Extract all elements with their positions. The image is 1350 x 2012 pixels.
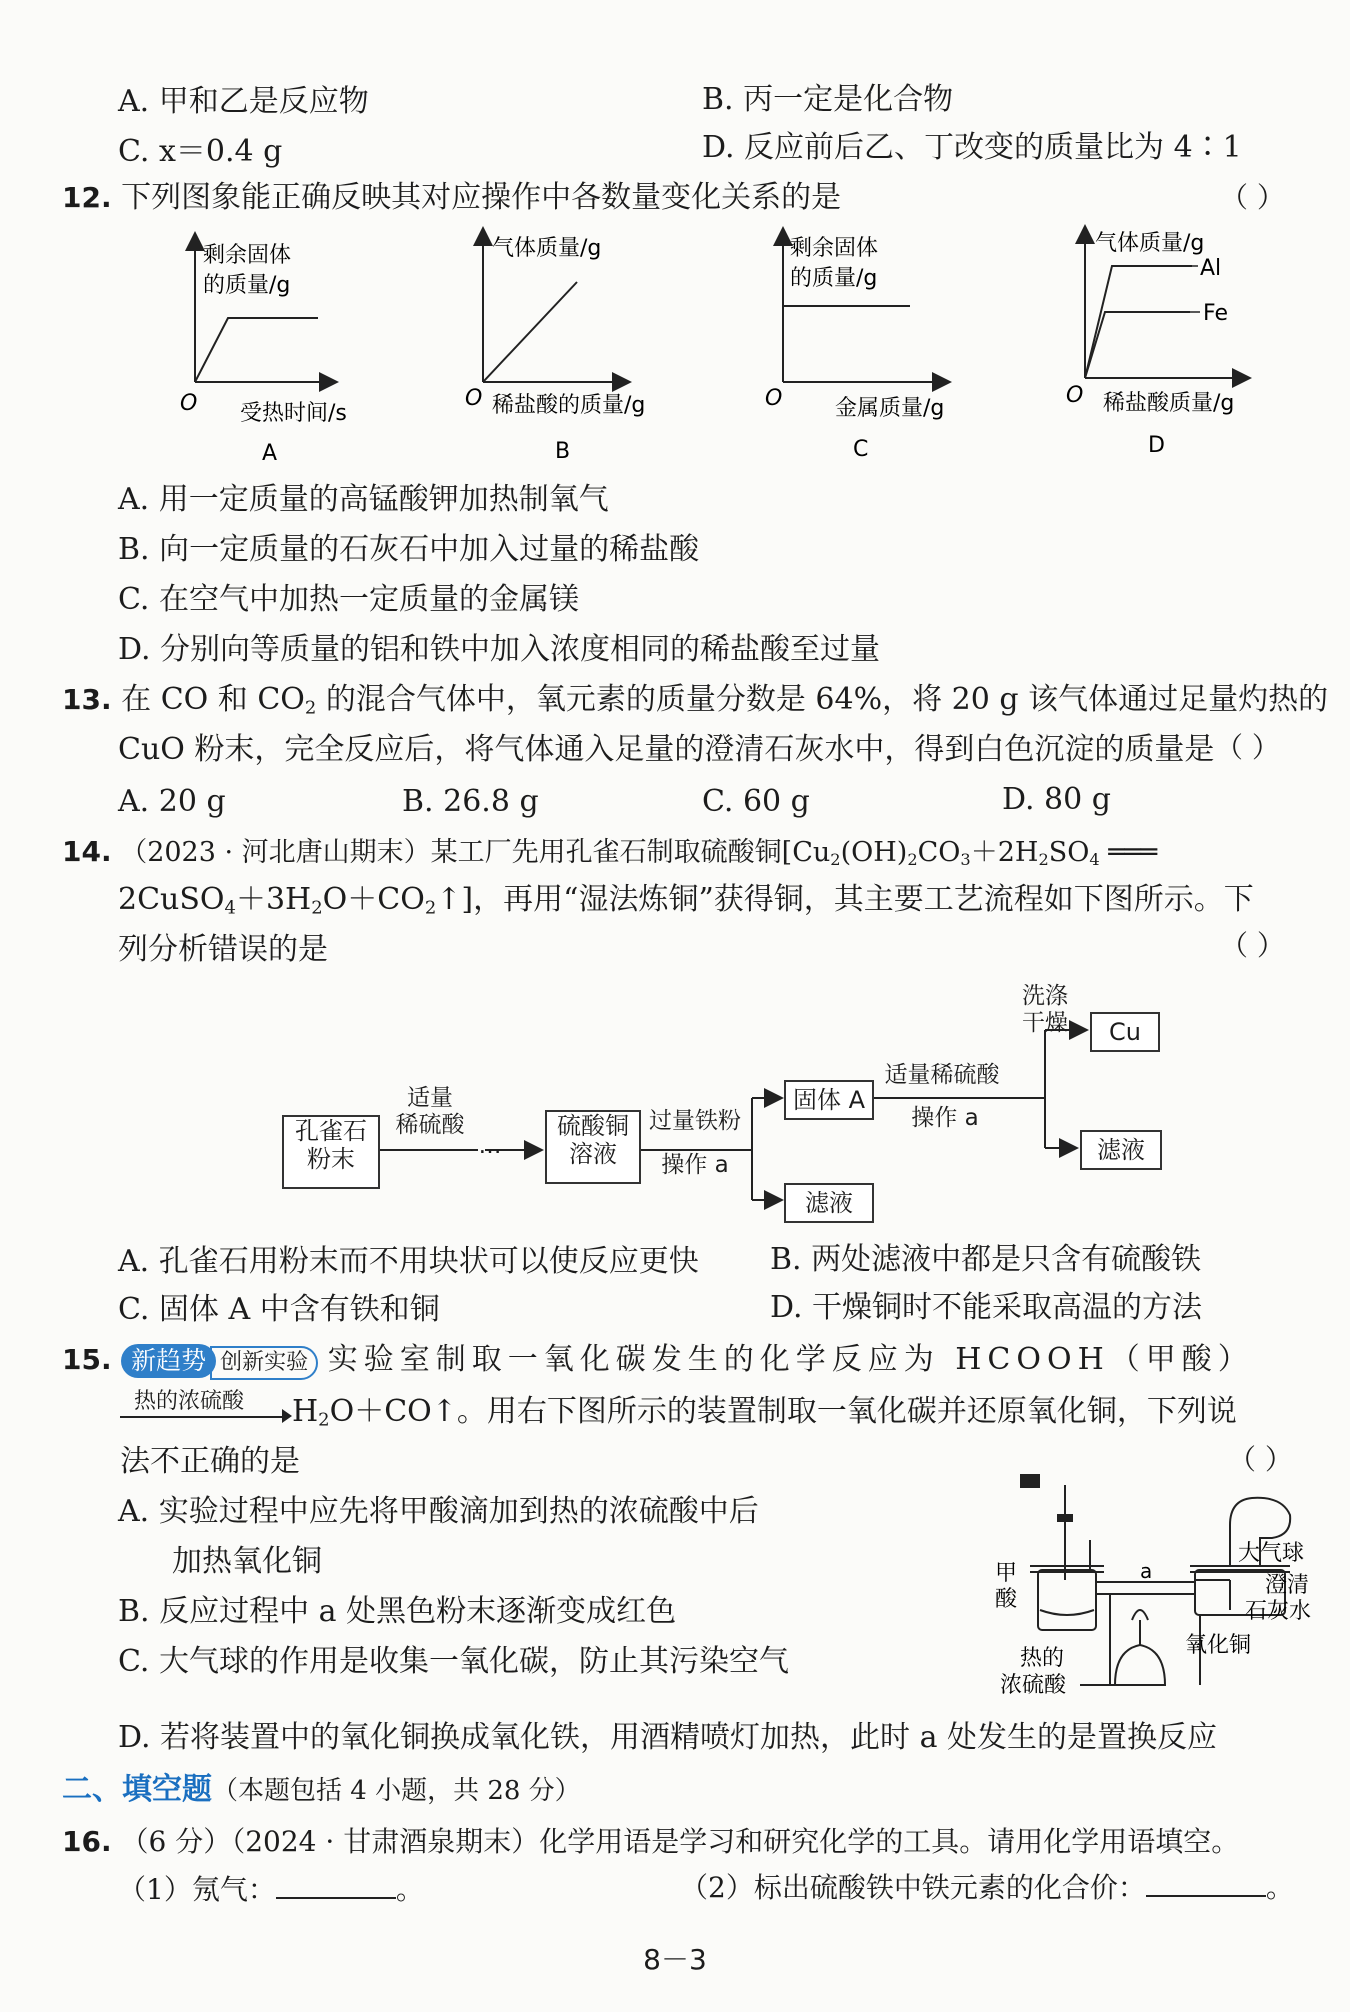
- flow-label-op-a: 操作 a: [661, 1152, 729, 1178]
- reaction-condition: 热的浓硫酸: [134, 1389, 245, 1414]
- q14-option-d: D. 干燥铜时不能采取高温的方法: [770, 1290, 1203, 1325]
- q11-option-b: B. 丙一定是化合物: [702, 82, 954, 117]
- q14-line3: 列分析错误的是: [118, 932, 328, 967]
- section-note: （本题包括 4 小题，共 28 分）: [212, 1776, 581, 1806]
- flow-box-text: 硫酸铜: [557, 1112, 629, 1140]
- flow-label-iron: 过量铁粉: [649, 1108, 741, 1134]
- q15-line1: [62, 1340, 1254, 1380]
- q15-option-d: D. 若将装置中的氧化铜换成氧化铁，用酒精喷灯加热，此时 a 处发生的是置换反应: [118, 1720, 1218, 1755]
- q14-line2: $2CuSO_4+3H_2O+CO_2↑$]，再用“湿法炼铜”获得铜，其主要工艺流程如下图所示。下: [118, 882, 1254, 919]
- q11-option-d: D. 反应前后乙、丁改变的质量比为 4∶1: [702, 130, 1242, 165]
- question-number: 15.: [62, 1343, 112, 1376]
- graph-b-ylabel: 气体质量/g: [492, 236, 602, 261]
- q16-part-2: [680, 1868, 1294, 1908]
- label-balloon: 大气球: [1238, 1541, 1305, 1566]
- graph-b-caption: B: [555, 439, 571, 464]
- question-number: 12.: [62, 181, 112, 214]
- q11-option-c: C. x＝0.4 g: [118, 134, 283, 169]
- flask-cap: [1020, 1474, 1040, 1488]
- graph-d-origin: O: [1066, 383, 1084, 408]
- flow-label-acid-2: 适量稀硫酸: [884, 1062, 1000, 1088]
- q16-part-1-text: （1）氖气：: [118, 1873, 276, 1906]
- q14-text: CO: [917, 837, 961, 868]
- flow-label-text: 适量: [407, 1085, 453, 1111]
- trend-badge: 新趋势: [121, 1344, 216, 1378]
- graph-b-line: [483, 282, 577, 382]
- flow-label-text: 干燥: [1022, 1010, 1068, 1036]
- flow-box-text: 粉末: [307, 1145, 355, 1173]
- label-formic-2: 酸: [995, 1587, 1018, 1612]
- graph-a-ylabel2: 的质量/g: [203, 273, 291, 298]
- q12-option-a: A. 用一定质量的高锰酸钾加热制氧气: [118, 482, 609, 517]
- q15-text: H: [292, 1394, 319, 1429]
- label-point-a: a: [1140, 1559, 1153, 1583]
- answer-blank[interactable]: [1146, 1869, 1266, 1897]
- q14-text: ＋2H: [970, 837, 1039, 868]
- co-apparatus-diagram: [990, 1470, 1330, 1710]
- q14-text: ═══: [1099, 837, 1158, 868]
- graph-d-ylabel: 气体质量/g: [1095, 231, 1205, 256]
- graph-d-caption: D: [1148, 433, 1165, 458]
- label-hot-acid-2: 浓硫酸: [1000, 1673, 1067, 1698]
- graph-a-xlabel: 受热时间/s: [240, 401, 347, 426]
- q12-option-d: D. 分别向等质量的铝和铁中加入浓度相同的稀盐酸至过量: [118, 632, 881, 667]
- graph-c-xlabel: 金属质量/g: [835, 396, 945, 421]
- q12-stem-text: 下列图象能正确反映其对应操作中各数量变化关系的是: [121, 180, 842, 215]
- q15-option-a2: 加热氧化铜: [172, 1544, 322, 1579]
- q13-option-c: C. 60 g: [702, 784, 810, 819]
- graph-c-ylabel2: 的质量/g: [790, 266, 878, 291]
- flow-box-filtrate-2: 滤液: [1080, 1130, 1162, 1170]
- flow-label-acid: [382, 1085, 478, 1139]
- label-limewater-1: 澄清: [1265, 1573, 1310, 1598]
- graph-a: [180, 235, 347, 466]
- q13-option-a: A. 20 g: [118, 784, 226, 819]
- question-number: 16.: [62, 1825, 112, 1858]
- flow-box-text: 溶液: [569, 1140, 617, 1168]
- q13-text: 在 CO 和 CO: [121, 682, 305, 717]
- question-number: 13.: [62, 683, 112, 716]
- label-hot-acid-1: 热的: [1020, 1646, 1065, 1671]
- graph-a-line: [195, 318, 318, 382]
- q13-subscript: 2: [304, 697, 317, 719]
- label-limewater-2: 石灰水: [1245, 1599, 1312, 1624]
- q13-text: 的混合气体中，氧元素的质量分数是 64%，将 20 g 该气体通过足量灼热的: [316, 682, 1329, 717]
- answer-blank[interactable]: [276, 1871, 396, 1899]
- label-formic-1: 甲: [995, 1561, 1018, 1586]
- graph-d: [1066, 228, 1248, 458]
- flow-box-solid-a: 固体 A: [784, 1080, 874, 1120]
- page-number: 8－3: [643, 1943, 707, 1976]
- q15-line1-text: 实验室制取一氧化碳发生的化学反应为 HCOOH（甲酸）: [327, 1342, 1254, 1377]
- q14-line1: 14. （2023 · 河北唐山期末）某工厂先用孔雀石制取硫酸铜[$Cu_2(OH)_2CO_3+2H_2SO_4$ ═══: [62, 835, 1158, 870]
- innovation-badge: 创新实验: [210, 1346, 318, 1380]
- q14-text: （2023 · 河北唐山期末）某工厂先用孔雀石制取硫酸铜[Cu: [120, 837, 831, 868]
- q12-stem: [62, 178, 841, 218]
- flow-box-text: 孔雀石: [295, 1117, 367, 1145]
- graph-b-origin: O: [465, 386, 483, 411]
- q16-part-2-text: （2）标出硫酸铁中铁元素的化合价：: [680, 1871, 1146, 1904]
- q13-line2: CuO 粉末，完全反应后，将气体通入足量的澄清石灰水中，得到白色沉淀的质量是: [118, 732, 1215, 767]
- graph-c-origin: O: [765, 386, 783, 411]
- graph-b-xlabel: 稀盐酸的质量/g: [492, 393, 646, 418]
- section-2-heading: [62, 1770, 581, 1811]
- q11-option-a: A. 甲和乙是反应物: [118, 84, 369, 119]
- q15-option-b: B. 反应过程中 a 处黑色粉末逐渐变成红色: [118, 1594, 677, 1629]
- flow-box-cu: Cu: [1090, 1012, 1160, 1052]
- graph-a-origin: O: [180, 391, 198, 416]
- q14-option-b: B. 两处滤液中都是只含有硫酸铁: [770, 1242, 1202, 1277]
- q13-option-b: B. 26.8 g: [402, 784, 539, 819]
- label-cuo: 氧化铜: [1185, 1633, 1252, 1658]
- flow-label-op-a-2: 操作 a: [911, 1105, 979, 1131]
- graph-d-fe-label: Fe: [1203, 301, 1228, 326]
- flow-dots: …: [478, 1133, 502, 1159]
- flow-label-wash-dry: [1010, 983, 1080, 1037]
- graph-d-al-label: Al: [1200, 256, 1222, 281]
- question-number: 14.: [62, 835, 112, 868]
- q13-option-d: D. 80 g: [1002, 782, 1111, 817]
- section-title: 二、填空题: [62, 1772, 212, 1807]
- q14-option-c: C. 固体 A 中含有铁和铜: [118, 1292, 440, 1327]
- q16-part-2-end: 。: [1265, 1871, 1294, 1904]
- reaction-condition-arrow: [120, 1389, 292, 1432]
- q15-line3: 法不正确的是: [120, 1444, 300, 1479]
- graph-c-caption: C: [853, 437, 869, 462]
- q16-stem-text: （6 分）（2024 · 甘肃酒泉期末）化学用语是学习和研究化学的工具。请用化学用语填空。: [120, 1825, 1240, 1858]
- q14-text: SO: [1048, 837, 1090, 868]
- q16-part-1: [118, 1870, 424, 1910]
- flow-box-copper-sulfate: [545, 1110, 641, 1184]
- q16-part-1-end: 。: [395, 1873, 424, 1906]
- flow-label-text: 洗涤: [1022, 983, 1068, 1009]
- q12-option-c: C. 在空气中加热一定质量的金属镁: [118, 582, 579, 617]
- q16-stem: [62, 1822, 1239, 1862]
- graph-d-fe-line: [1085, 312, 1190, 378]
- answer-parenthesis: （ ）: [1215, 731, 1280, 764]
- q15-line2: 热的浓硫酸 $H_2O+CO↑$。用右下图所示的装置制取一氧化碳并还原氧化铜，下列说: [120, 1392, 1237, 1441]
- q15-option-a1: A. 实验过程中应先将甲酸滴加到热的浓硫酸中后: [118, 1494, 759, 1529]
- graph-d-xlabel: 稀盐酸质量/g: [1103, 391, 1235, 416]
- answer-parenthesis: （ ）: [1228, 1443, 1293, 1476]
- graph-a-caption: A: [262, 441, 278, 466]
- answer-parenthesis: （ ）: [1220, 181, 1285, 214]
- q14-text: 2CuSO: [118, 882, 225, 917]
- graph-a-ylabel1: 剩余固体: [203, 243, 292, 268]
- graph-c: [765, 230, 948, 462]
- flow-box-malachite: [282, 1115, 380, 1189]
- q12-option-b: B. 向一定质量的石灰石中加入过量的稀盐酸: [118, 532, 700, 567]
- q13-line1: [62, 680, 1328, 729]
- graph-c-ylabel1: 剩余固体: [790, 236, 879, 261]
- answer-parenthesis: （ ）: [1220, 929, 1285, 962]
- q14-text: O＋CO: [322, 882, 425, 917]
- graph-b: [465, 230, 645, 464]
- q14-text: ＋3H: [235, 882, 312, 917]
- flow-box-filtrate-1: 滤液: [784, 1183, 874, 1223]
- q14-text: (OH): [840, 837, 908, 868]
- flow-label-text: 稀硫酸: [395, 1112, 465, 1138]
- q14-option-a: A. 孔雀石用粉末而不用块状可以使反应更快: [118, 1244, 699, 1279]
- q15-option-c: C. 大气球的作用是收集一氧化碳，防止其污染空气: [118, 1644, 789, 1679]
- q14-text: ↑]，再用“湿法炼铜”获得铜，其主要工艺流程如下图所示。下: [436, 882, 1254, 917]
- q12-graphs: [0, 220, 1350, 480]
- q15-text: O＋CO↑。用右下图所示的装置制取一氧化碳并还原氧化铜，下列说: [329, 1394, 1237, 1429]
